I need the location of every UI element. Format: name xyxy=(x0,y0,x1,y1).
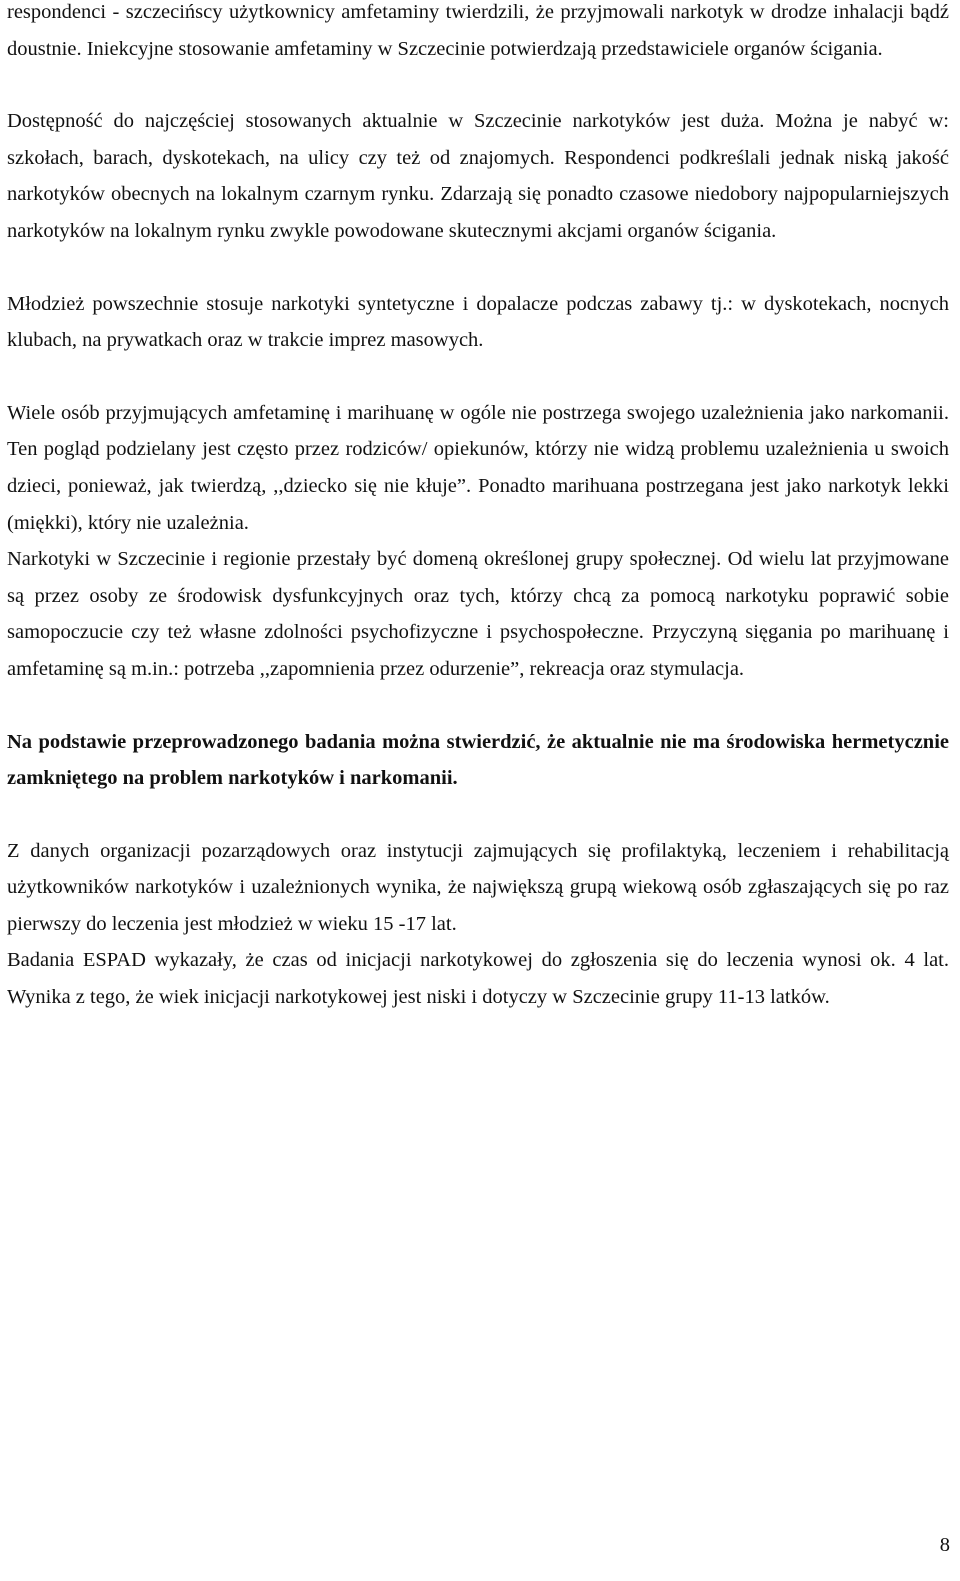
paragraph-perception: Wiele osób przyjmujących amfetaminę i marihuanę w ogóle nie postrzega swojego uzależnienia jako narkomanii. Ten pogląd podzielany jest często przez rodziców/ opiekunów, którzy nie widzą problemu uzależnienia u swoich dzieci, ponieważ, jak twierdzą, ,,dziecko się nie kłuje”. Ponadto marihuana postrzegana jest jako narkotyk lekki (miękki), który nie uzależnia. xyxy=(7,401,949,534)
document-page xyxy=(7,0,949,1016)
paragraph-espad: Badania ESPAD wykazały, że czas od inicjacji narkotykowej do zgłoszenia się do leczenia wynosi ok. 4 lat. Wynika z tego, że wiek inicjacji narkotykowej jest niski i dotyczy w Szczecinie grupy 11-13 latków. xyxy=(7,949,949,1009)
paragraph-amphetamine-use: respondenci - szczecińscy użytkownicy amfetaminy twierdzili, że przyjmowali narkotyk w drodze inhalacji bądź doustnie. Iniekcyjne stosowanie amfetaminy w Szczecinie potwierdzają przedstawiciele organów ścigania. xyxy=(7,1,949,60)
paragraph-conclusion-bold: Na podstawie przeprowadzonego badania można stwierdzić, że aktualnie nie ma środowiska hermetycznie zamkniętego na problem narkotyków i narkomanii. xyxy=(7,730,949,790)
paragraph-treatment-age: Z danych organizacji pozarządowych oraz instytucji zajmujących się profilaktyką, leczeniem i rehabilitacją użytkowników narkotyków i uzależnionych wynika, że największą grupą wiekową osób zgłaszających się po raz pierwszy do leczenia jest młodzież w wieku 15 -17 lat. xyxy=(7,839,949,935)
paragraph-availability: Dostępność do najczęściej stosowanych aktualnie w Szczecinie narkotyków jest duża. Można je nabyć w: szkołach, barach, dyskotekach, na ulicy czy też od znajomych. Respondenci podkreślali jednak niską jakość narkotyków obecnych na lokalnym czarnym rynku. Zdarzają się ponadto czasowe niedobory najpopularniejszych narkotyków na lokalnym rynku zwykle powodowane skutecznymi akcjami organów ścigania. xyxy=(7,110,949,242)
page-number: 8 xyxy=(939,1534,950,1556)
paragraph-youth-synthetic: Młodzież powszechnie stosuje narkotyki syntetyczne i dopalacze podczas zabawy tj.: w dyskotekach, nocnych klubach, na prywatkach oraz w trakcie imprez masowych. xyxy=(7,292,949,352)
paragraph-social-groups: Narkotyki w Szczecinie i regionie przestały być domeną określonej grupy społecznej. Od wielu lat przyjmowane są przez osoby ze środowisk dysfunkcyjnych oraz tych, którzy chcą za pomocą narkotyku poprawić sobie samopoczucie czy też własne zdolności psychofizyczne i psychospołeczne. Przyczyną sięgania po marihuanę i amfetaminę są m.in.: potrzeba ,,zapomnienia przez odurzenie”, rekreacja oraz stymulacja. xyxy=(7,548,949,680)
